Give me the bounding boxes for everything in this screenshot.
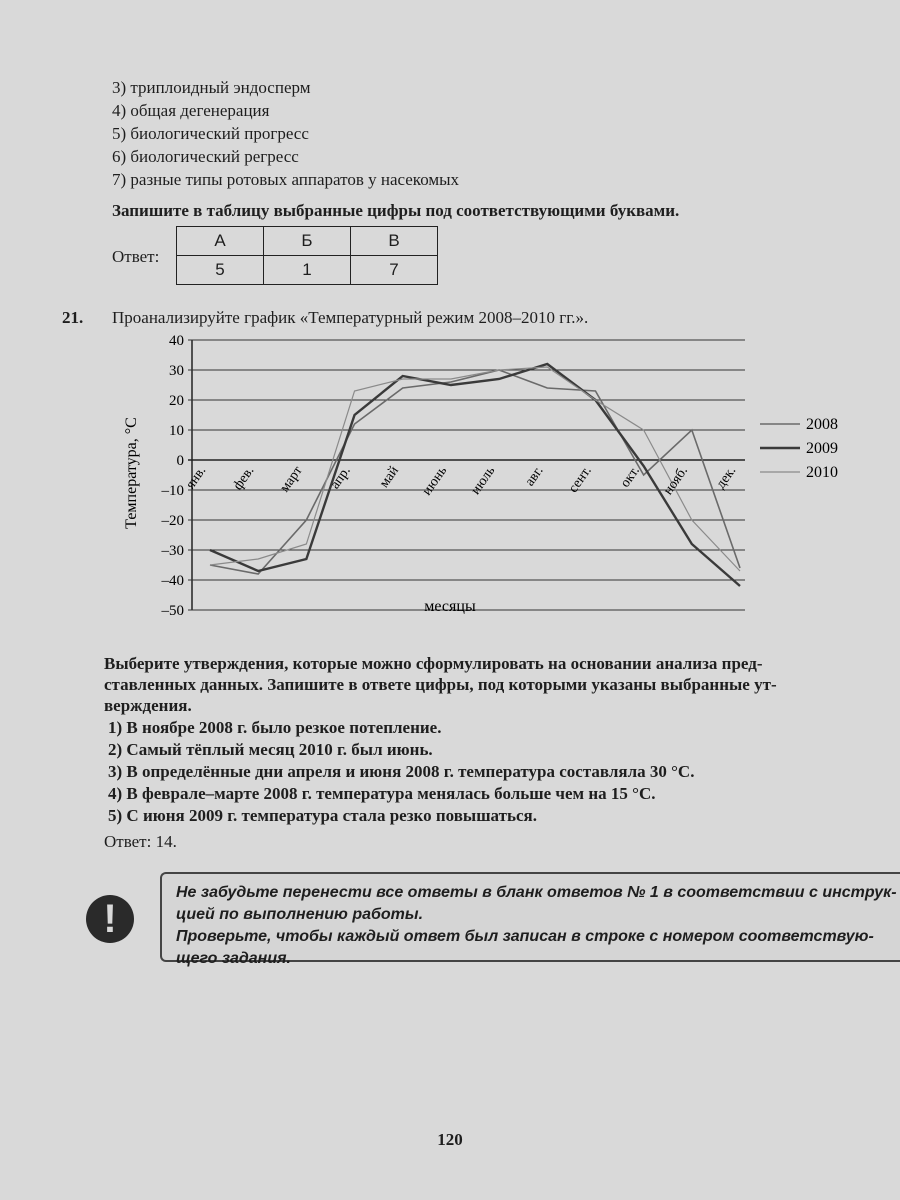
q21-option-3: 3) В определённые дни апреля и июня 2008 г. температура составляла 30 °С.: [108, 762, 695, 781]
x-tick-label: июнь: [419, 463, 451, 499]
legend-label-2010: 2010: [806, 464, 838, 481]
value-cell-a: 5: [177, 256, 264, 285]
option-7: 7) разные типы ротовых аппаратов у насекомых: [112, 170, 460, 189]
q21-number: 21.: [62, 308, 84, 327]
instruction-notice: [160, 872, 900, 967]
y-tick-label: 40: [169, 333, 184, 349]
value-cell-b: 1: [264, 256, 351, 285]
temperature-chart: [100, 328, 860, 628]
x-tick-label: март: [277, 463, 306, 496]
q21-prompt: Проанализируйте график «Температурный режим 2008–2010 гг.».: [112, 308, 589, 327]
q21-option-4: 4) В феврале–марте 2008 г. температура менялась больше чем на 15 °С.: [108, 784, 656, 803]
page-number: 120: [437, 1130, 463, 1149]
y-tick-label: 20: [169, 393, 184, 409]
notice-line-3: Проверьте, чтобы каждый ответ был записан в строке с номером соответствую-: [176, 928, 874, 945]
header-cell-b: Б: [264, 227, 351, 256]
y-tick-label: –20: [161, 513, 184, 529]
legend-label-2008: 2008: [806, 416, 838, 433]
header-cell-v: В: [351, 227, 438, 256]
y-tick-label: 30: [169, 363, 184, 379]
q20-answer-label: Ответ:: [112, 247, 160, 266]
y-tick-label: –10: [161, 483, 184, 499]
q21-answer: Ответ: 14.: [104, 832, 177, 851]
q21-option-1: 1) В ноябре 2008 г. было резкое потепление.: [108, 718, 442, 737]
x-tick-label: окт.: [617, 463, 643, 491]
exclamation-icon: !: [86, 895, 134, 943]
value-cell-v: 7: [351, 256, 438, 285]
x-tick-label: нояб.: [660, 463, 692, 498]
y-axis-label: Температура, °С: [123, 417, 140, 529]
option-6: 6) биологический регресс: [112, 147, 299, 166]
x-tick-label: дек.: [713, 463, 740, 492]
y-tick-label: –50: [161, 603, 184, 619]
option-4: 4) общая дегенерация: [112, 101, 270, 120]
x-tick-label: янв.: [183, 463, 210, 492]
x-axis-label: месяцы: [424, 598, 476, 615]
x-tick-label: май: [376, 463, 403, 491]
q21-body-line-2: ставленных данных. Запишите в ответе цифры, под которыми указаны выбранные ут-: [104, 675, 777, 694]
notice-line-4: щего задания.: [176, 950, 291, 967]
table-header-row: [177, 227, 438, 256]
y-tick-label: –30: [161, 543, 184, 559]
q21-option-5: 5) С июня 2009 г. температура стала резко повышаться.: [108, 806, 537, 825]
q21-option-2: 2) Самый тёплый месяц 2010 г. был июнь.: [108, 740, 433, 759]
option-5: 5) биологический прогресс: [112, 124, 309, 143]
header-cell-a: А: [177, 227, 264, 256]
q20-answer-table: [176, 226, 438, 285]
notice-line-2: цией по выполнению работы.: [176, 906, 424, 923]
x-tick-label: июль: [468, 463, 499, 498]
y-tick-label: 10: [169, 423, 184, 439]
x-tick-label: сент.: [566, 463, 595, 496]
q21-body-line-3: верждения.: [104, 696, 192, 715]
x-tick-label: апр.: [327, 463, 354, 492]
y-tick-label: –40: [161, 573, 184, 589]
x-tick-label: авг.: [522, 463, 547, 490]
table-value-row: [177, 256, 438, 285]
x-tick-label: фев.: [230, 463, 258, 494]
y-tick-label: 0: [176, 453, 184, 469]
q21-body-line-1: Выберите утверждения, которые можно сформулировать на основании анализа пред-: [104, 654, 763, 673]
option-3: 3) триплоидный эндосперм: [112, 78, 311, 97]
notice-line-1: Не забудьте перенести все ответы в бланк ответов № 1 в соответствии с инструк-: [176, 884, 897, 901]
q20-instruction: Запишите в таблицу выбранные цифры под соответствующими буквами.: [112, 201, 680, 220]
legend-label-2009: 2009: [806, 440, 838, 457]
